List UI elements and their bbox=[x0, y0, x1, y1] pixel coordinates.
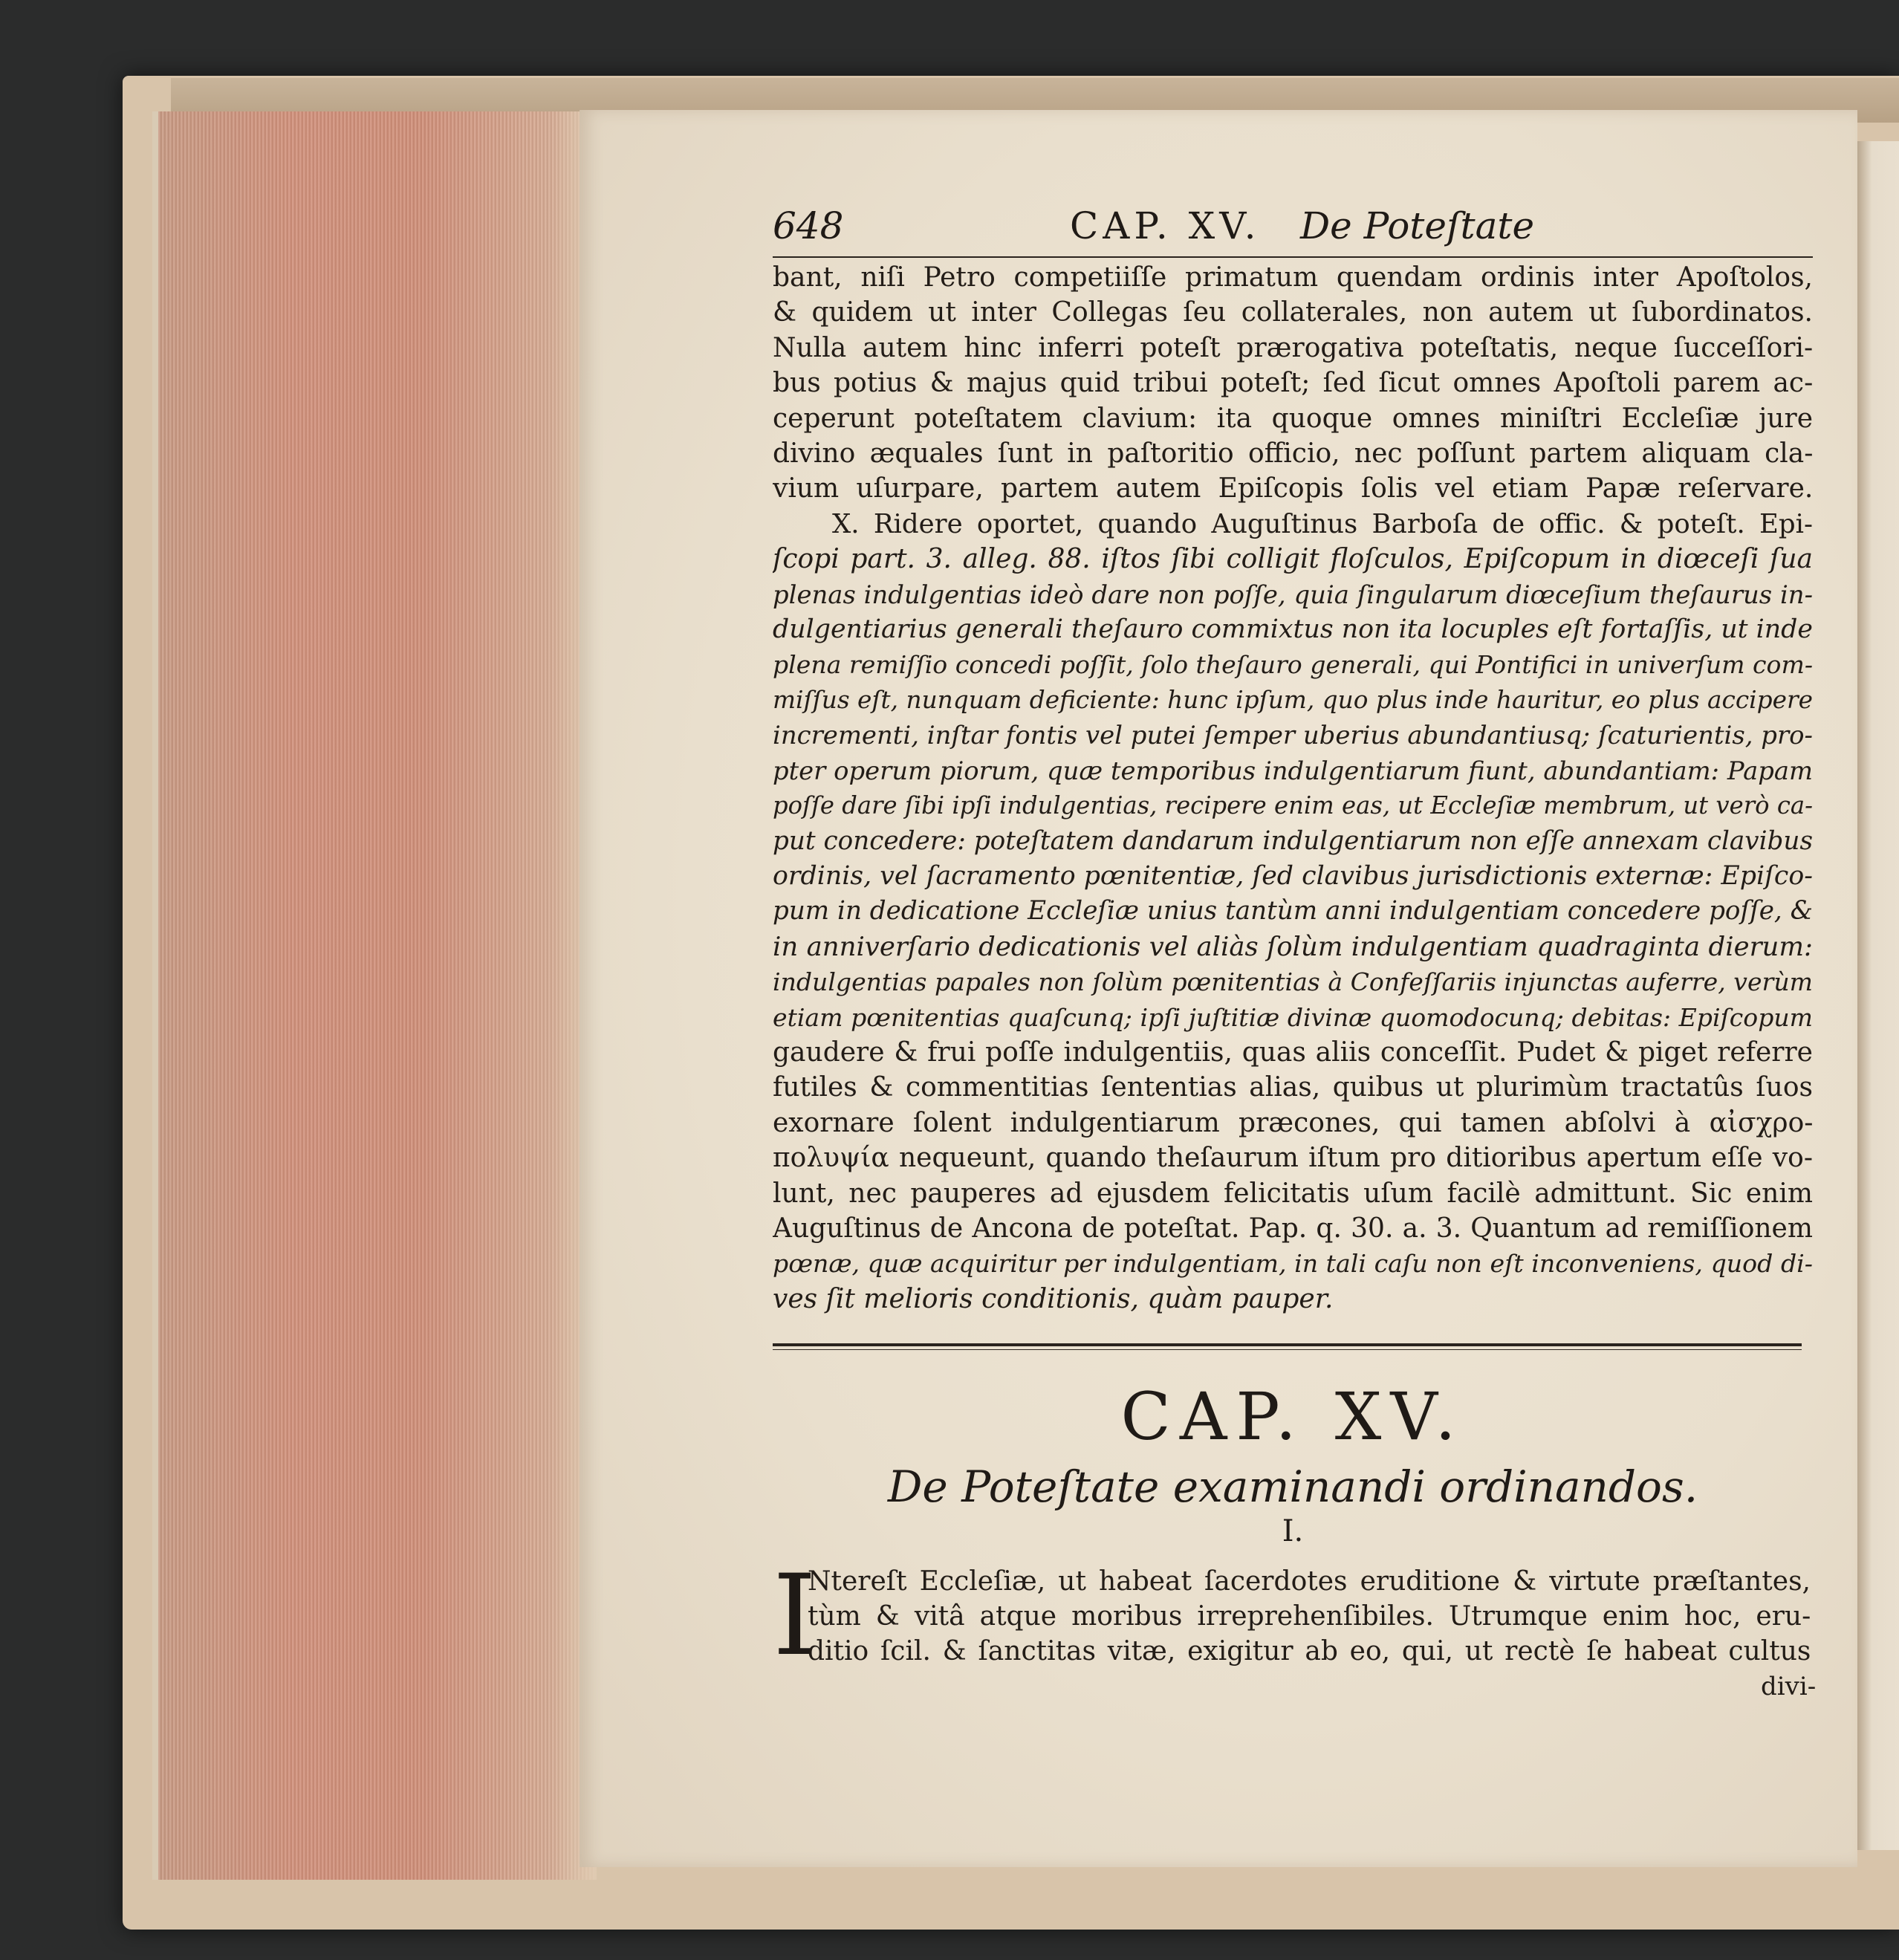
text-line: futiles & commentitias ſententias alias, quibus ut plurimùm tractatûs ſuos bbox=[773, 1072, 1813, 1103]
chapter-subtitle: De Poteſtate examinandi ordinandos. bbox=[887, 1461, 1698, 1512]
page-number: 648 bbox=[773, 204, 844, 247]
text-line: miſſus eſt, nunquam deficiente: hunc ipſum, quo plus inde hauritur, eo plus accipere bbox=[773, 685, 1813, 714]
header-running-title: De Poteſtate bbox=[1300, 204, 1535, 247]
text-line: pter operum piorum, quæ temporibus indulgentiarum fiunt, abundantiam: Papam bbox=[773, 756, 1813, 785]
text-line: bus potius & majus quid tribui poteſt; ſed ſicut omnes Apoſtoli parem ac- bbox=[773, 368, 1813, 399]
running-header bbox=[773, 204, 1813, 256]
page-edges bbox=[152, 111, 597, 1880]
text-line: Ntereſt Eccleſiæ, ut habeat ſacerdotes eruditione & virtute præſtantes, bbox=[808, 1566, 1811, 1597]
text-line: ves ſit melioris conditionis, quàm pauper. bbox=[773, 1283, 1334, 1314]
chapter-title: CAP. XV. bbox=[1120, 1378, 1465, 1455]
chapter-divider-thick bbox=[773, 1343, 1802, 1346]
header-chapter: CAP. XV. bbox=[1070, 204, 1261, 247]
text-line: gaudere & frui poſſe indulgentiis, quas aliis conceſſit. Pudet & piget referre bbox=[773, 1036, 1813, 1068]
paragraph-2 bbox=[773, 507, 1813, 1317]
text-line: etiam pœnitentias quaſcunq; ipſi juſtitiæ divinæ quomodocunq; debitas: Epiſcopum bbox=[773, 1002, 1813, 1032]
text-line: bant, niſi Petro competiiſſe primatum quendam ordinis inter Apoſtolos, bbox=[773, 262, 1813, 293]
text-line: pœnæ, quæ acquiritur per indulgentiam, in tali caſu non eſt inconveniens, quod di- bbox=[773, 1249, 1813, 1279]
text-line: vium uſurpare, partem autem Epiſcopis ſolis vel etiam Papæ reſervare. bbox=[773, 473, 1813, 504]
chapter-text bbox=[808, 1564, 1811, 1669]
next-page-sliver bbox=[1857, 141, 1899, 1850]
text-line: ceperunt poteſtatem clavium: ita quoque omnes miniſtri Eccleſiæ jure bbox=[773, 403, 1813, 434]
text-line: dulgentiarius generali theſauro commixtus non ita locuples eſt fortaſſis, ut inde bbox=[773, 614, 1813, 645]
text-line: poſſe dare ſibi ipſi indulgentias, recipere enim eas, ut Eccleſiæ membrum, ut verò ca- bbox=[773, 791, 1813, 820]
text-line: πολυψία nequeunt, quando theſaurum iſtum pro ditioribus apertum eſſe vo- bbox=[773, 1143, 1813, 1174]
text-line: Nulla autem hinc inferri poteſt prærogativa poteſtatis, neque ſucceſſori- bbox=[773, 332, 1813, 363]
body-text bbox=[773, 260, 1813, 1317]
text-line: ordinis, vel ſacramento pœnitentiæ, ſed clavibus jurisdictionis externæ: Epiſco- bbox=[773, 860, 1813, 891]
text-line: pum in dedicatione Eccleſiæ unius tantùm anni indulgentiam concedere poſſe, & bbox=[773, 896, 1813, 927]
text-line: & quidem ut inter Collegas ſeu collaterales, non autem ut ſubordinatos. bbox=[773, 297, 1813, 328]
text-line: ditio ſcil. & ſanctitas vitæ, exigitur ab eo, qui, ut rectè ſe habeat cultus bbox=[808, 1636, 1811, 1667]
section-number: I. bbox=[1282, 1514, 1304, 1548]
text-line: Auguſtinus de Ancona de poteſtat. Pap. q. 30. a. 3. Quantum ad remiſſionem bbox=[773, 1213, 1813, 1244]
catchword: divi- bbox=[1761, 1672, 1817, 1701]
text-line: lunt, nec pauperes ad ejusdem felicitatis uſum facilè admittunt. Sic enim bbox=[773, 1178, 1813, 1209]
text-line: plena remiſſio concedi poſſit, ſolo theſauro generali, qui Pontifici in univerſum com- bbox=[773, 650, 1813, 680]
chapter-divider-thin bbox=[773, 1349, 1802, 1350]
text-line: divino æquales ſunt in paſtoritio officio, nec poſſunt partem aliquam cla- bbox=[773, 438, 1813, 470]
paragraph-1 bbox=[773, 260, 1813, 507]
text-line: X. Ridere oportet, quando Auguſtinus Barboſa de offic. & poteſt. Epi- bbox=[832, 508, 1813, 539]
text-line: ſcopi part. 3. alleg. 88. iſtos ſibi colligit floſculos, Epiſcopum in diœceſi ſua bbox=[773, 544, 1813, 575]
text-line: incrementi, inſtar fontis vel putei ſemper uberius abundantiusq; ſcaturientis, pro- bbox=[773, 721, 1813, 750]
drop-cap: I bbox=[773, 1551, 817, 1681]
text-line: tùm & vitâ atque moribus irreprehenſibiles. Utrumque enim hoc, eru- bbox=[808, 1601, 1811, 1632]
text-line: indulgentias papales non ſolùm pœnitentias à Confeſſariis injunctas auferre, verùm bbox=[773, 967, 1813, 997]
text-line: in anniverſario dedicationis vel aliàs ſolùm indulgentiam quadraginta dierum: bbox=[773, 931, 1813, 962]
text-line: plenas indulgentias ideò dare non poſſe, quia ſingularum diœceſium theſaurus in- bbox=[773, 580, 1813, 609]
text-line: put concedere: poteſtatem dandarum indulgentiarum non eſſe annexam clavibus bbox=[773, 825, 1813, 856]
text-line: exornare ſolent indulgentiarum præcones, qui tamen abſolvi à αἰσχρο- bbox=[773, 1107, 1813, 1138]
header-rule bbox=[773, 256, 1813, 258]
